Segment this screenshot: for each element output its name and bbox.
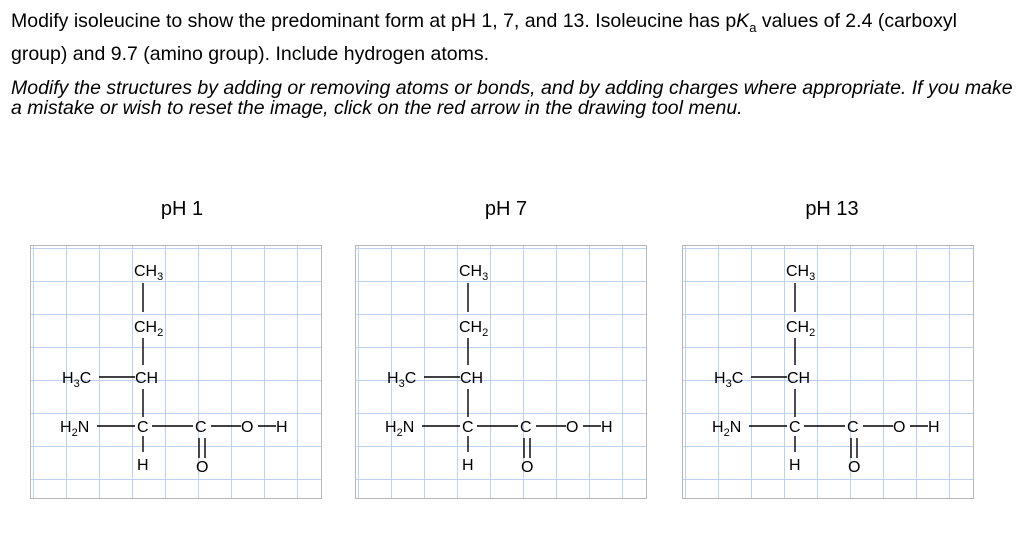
pka-a: a — [749, 19, 757, 35]
atom-ch2[interactable]: $CH_2$ — [786, 319, 816, 339]
panel-label-ph1: pH 1 — [160, 198, 204, 220]
atom-o-double[interactable]: O — [196, 459, 209, 476]
instructions-text: Modify the structures by adding or removing atoms or bonds, and by adding charges where appropriate. If you make a mistake or wish to reset the image, click on the red arrow in the drawing tool menu. — [11, 77, 1013, 119]
atom-h3c[interactable]: $H_3C$ — [714, 370, 744, 390]
atom-h-hydroxyl[interactable]: H — [601, 419, 613, 436]
isoleucine-structure[interactable] — [683, 246, 974, 499]
isoleucine-structure[interactable] — [31, 246, 322, 499]
atom-carbonyl-c[interactable]: C — [195, 419, 207, 436]
atom-ch2[interactable]: $CH_2$ — [134, 319, 164, 339]
atom-h-alpha[interactable]: H — [462, 457, 474, 474]
atom-h3c[interactable]: $H_3C$ — [387, 370, 417, 390]
atom-h-alpha[interactable]: H — [789, 457, 801, 474]
pka-k: K — [736, 10, 750, 32]
atom-ch3[interactable]: $CH_3$ — [459, 263, 489, 283]
panel-label-ph7: pH 7 — [484, 198, 528, 220]
atom-alpha-c[interactable]: C — [137, 419, 149, 436]
atom-carbonyl-c[interactable]: C — [847, 419, 859, 436]
drawing-canvas-ph7[interactable] — [355, 245, 647, 499]
question-text — [11, 8, 1016, 67]
atom-ch3[interactable]: $CH_3$ — [786, 263, 816, 283]
atom-ch[interactable]: CH — [135, 370, 159, 387]
atom-o-double[interactable]: O — [848, 459, 861, 476]
atom-h-hydroxyl[interactable]: H — [276, 419, 288, 436]
atom-ch[interactable]: CH — [460, 370, 484, 387]
atom-h-hydroxyl[interactable]: H — [928, 419, 940, 436]
atom-h2n[interactable]: $H_2N$ — [712, 419, 742, 439]
atom-alpha-c[interactable]: C — [462, 419, 474, 436]
isoleucine-structure[interactable] — [356, 246, 647, 499]
atom-ch[interactable]: CH — [787, 370, 811, 387]
atom-ch3[interactable]: $CH_3$ — [134, 263, 164, 283]
atom-o-single[interactable]: O — [241, 419, 254, 436]
panel-label-ph13: pH 13 — [805, 198, 859, 220]
drawing-canvas-ph1[interactable] — [30, 245, 322, 499]
atom-ch2[interactable]: $CH_2$ — [459, 319, 489, 339]
atom-carbonyl-c[interactable]: C — [520, 419, 532, 436]
atom-o-single[interactable]: O — [893, 419, 906, 436]
question-line-1-tail: values of 2.4 (carboxyl group) and 9.7 (amino group). Include hydrogen atoms. — [11, 10, 957, 65]
drawing-canvas-ph13[interactable] — [682, 245, 974, 499]
atom-h-alpha[interactable]: H — [137, 457, 149, 474]
atom-alpha-c[interactable]: C — [789, 419, 801, 436]
atom-h3c[interactable]: $H_3C$ — [62, 370, 92, 390]
atom-h2n[interactable]: $H_2N$ — [60, 419, 90, 439]
atom-h2n[interactable]: $H_2N$ — [385, 419, 415, 439]
atom-o-double[interactable]: O — [521, 459, 534, 476]
atom-o-single[interactable]: O — [566, 419, 579, 436]
question-line-1: Modify isoleucine to show the predominant form at pH 1, 7, and 13. Isoleucine has p — [11, 10, 737, 32]
